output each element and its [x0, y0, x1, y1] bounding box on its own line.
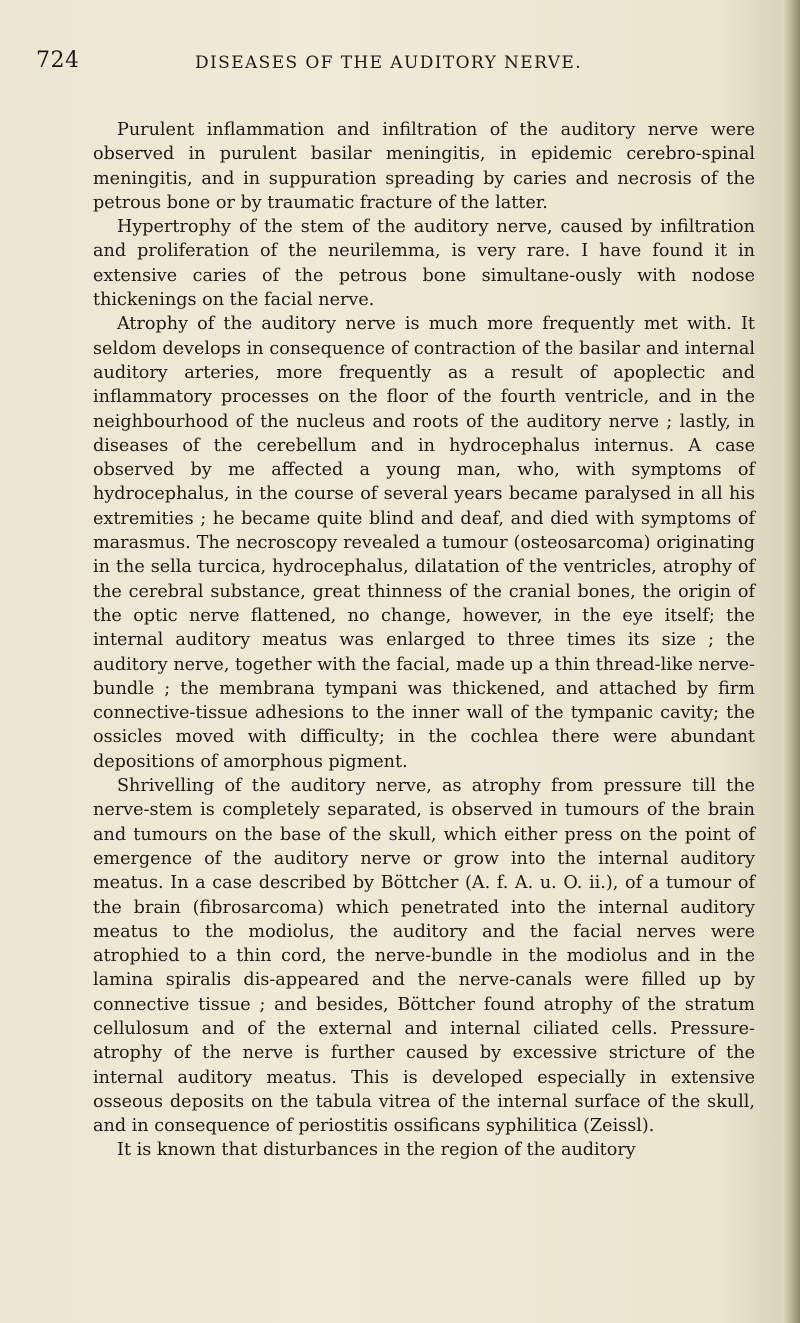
paragraph-disturbances: It is known that disturbances in the region of the auditory: [117, 1140, 636, 1161]
running-head: DISEASES OF THE AUDITORY NERVE.: [195, 53, 582, 73]
body-text: [93, 118, 755, 1163]
paragraph-purulent-inflammation: Purulent inflammation and infiltration of the auditory nerve were observed in purulent basilar meningitis, in epidemic cerebro-spinal meningitis, and in suppuration spreading by caries and necrosis of the petrous bone or by traumatic fracture of the latter.: [93, 120, 755, 213]
paragraph-hypertrophy: Hypertrophy of the stem of the auditory nerve, caused by infiltration and proliferation of the neurilemma, is very rare. I have found it in extensive caries of the petrous bone simultane-ously with nodose thickenings on the facial nerve.: [93, 217, 755, 311]
paragraph-shrivelling: Shrivelling of the auditory nerve, as atrophy from pressure till the nerve-stem is completely separated, is observed in tumours of the brain and tumours on the base of the skull, which either press on the point of emergence of the auditory nerve or grow into the internal auditory meatus. In a case described by Böttcher (A. f. A. u. O. ii.), of a tumour of the brain (fibrosarcoma) which penetrated into the internal auditory meatus to the modiolus, the auditory and the facial nerves were atrophied to a thin cord, the nerve-bundle in the modiolus and in the lamina spiralis dis-appeared and the nerve-canals were filled up by connective tissue ; and besides, Böttcher found atrophy of the stratum cellulosum and of the external and internal ciliated cells. Pressure-atrophy of the nerve is further caused by excessive stricture of the internal auditory meatus. This is developed especially in extensive osseous deposits on the tabula vitrea of the internal surface of the skull, and in consequence of periostitis ossificans syphilitica (Zeissl).: [93, 776, 755, 1137]
page-number: 724: [36, 48, 80, 73]
paragraph-atrophy: Atrophy of the auditory nerve is much more frequently met with. It seldom develops in consequence of contraction of the basilar and internal auditory arteries, more frequently as a result of apoplectic and inflammatory processes on the floor of the fourth ventricle, and in the neighbourhood of the nucleus and roots of the auditory nerve ; lastly, in diseases of the cerebellum and in hydrocephalus internus. A case observed by me affected a young man, who, with symptoms of hydrocephalus, in the course of several years became paralysed in all his extremities ; he became quite blind and deaf, and died with symptoms of marasmus. The necroscopy revealed a tumour (osteosarcoma) originating in the sella turcica, hydrocephalus, dilatation of the ventricles, atrophy of the cerebral substance, great thinness of the cranial bones, the origin of the optic nerve flattened, no change, however, in the eye itself; the internal auditory meatus was enlarged to three times its size ; the auditory nerve, together with the facial, made up a thin thread-like nerve-bundle ; the membrana tympani was thickened, and attached by firm connective-tissue adhesions to the inner wall of the tympanic cavity; the ossicles moved with difficulty; in the cochlea there were abundant depositions of amorphous pigment.: [93, 314, 755, 772]
page-edge-shadow: [782, 0, 800, 1323]
